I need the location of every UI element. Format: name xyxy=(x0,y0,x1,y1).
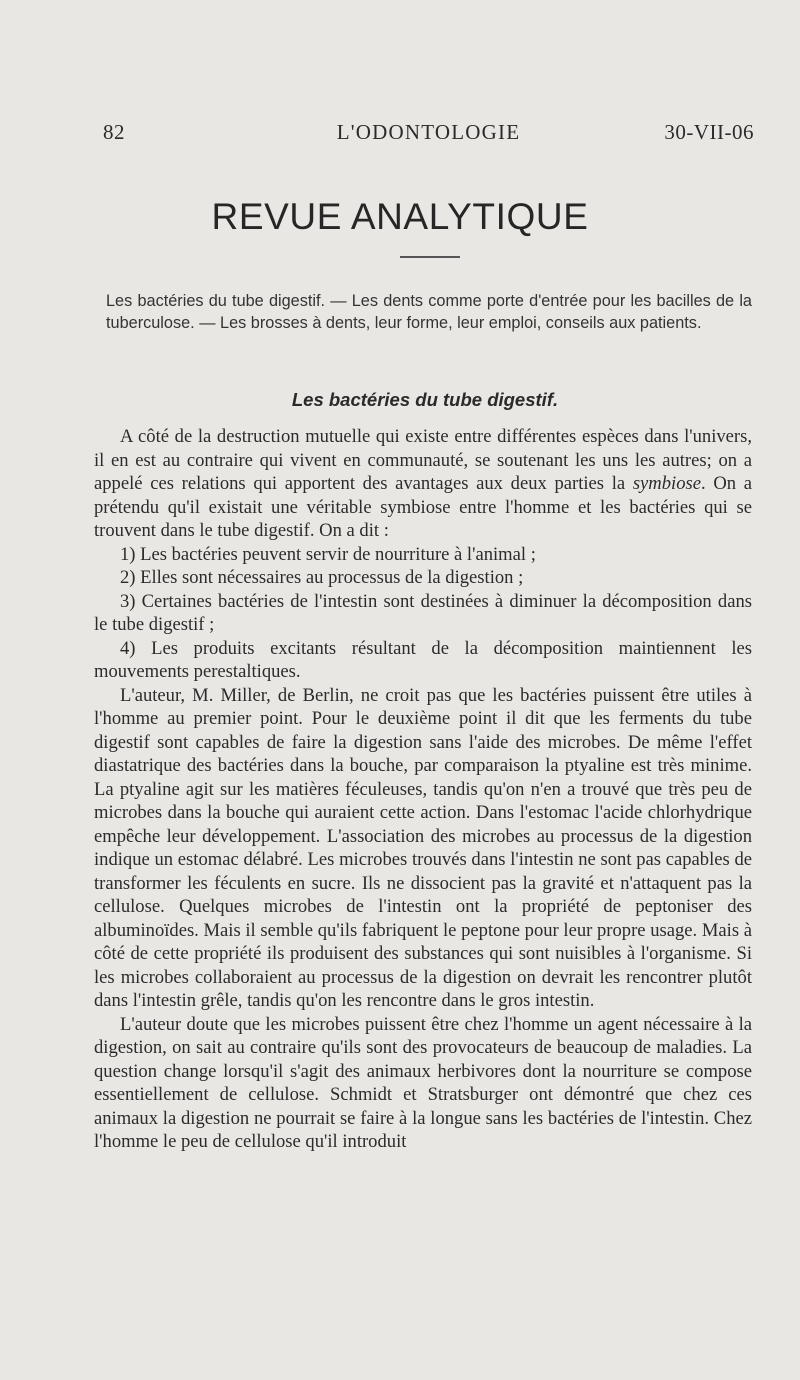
journal-title: L'ODONTOLOGIE xyxy=(336,120,521,144)
term-symbiose: symbiose xyxy=(632,473,701,494)
running-head xyxy=(103,120,754,148)
paragraph-2: L'auteur, M. Miller, de Berlin, ne croit pas que les bactéries puissent être utiles à l'homme au premier point. Pour le deuxième point il dit que les ferments du tube digestif sont capables de faire la digestion sans l'aide des microbes. De même l'effet diastatrique des bactéries dans la bouche, par comparaison la ptyaline est très minime. La ptyaline agit sur les matières féculeuses, tandis qu'on n'en a trouvé que très peu de microbes dans la bouche qui auraient cette action. Dans l'estomac l'acide chlorhydrique empêche leur développement. L'association des microbes au processus de la digestion indique un estomac délabré. Les microbes trouvés dans l'intestin ne sont pas capables de transformer les féculents en sucre. Ils ne dissocient pas la gravité et n'attaquent pas la cellulose. Quelques microbes de l'intestin ont la propriété de peptoniser des albuminoïdes. Mais il semble qu'ils fabriquent le peptone pour leur propre usage. Mais à côté de cette propriété ils produisent des substances qui sont nuisibles à l'organisme. Si les microbes collaboraient au processus de la digestion on devrait les rencontrer plutôt dans l'intestin grêle, tandis qu'on les rencontre dans le gros intestin. xyxy=(94,684,752,1011)
article-title: REVUE ANALYTIQUE xyxy=(211,196,589,237)
page-number: 82 xyxy=(103,120,125,144)
article-summary: Les bactéries du tube digestif. — Les dents comme porte d'entrée pour les bacilles de la tuberculose. — Les brosses à dents, leur forme, leur emploi, conseils aux patients. xyxy=(106,292,752,332)
article-body xyxy=(94,425,752,1154)
list-item-4: 4) Les produits excitants résultant de la décomposition maintiennent les mouvements perestaltiques. xyxy=(94,637,752,682)
list-item-2: 2) Elles sont nécessaires au processus de la digestion ; xyxy=(120,567,524,588)
paragraph-3: L'auteur doute que les microbes puissent être chez l'homme un agent nécessaire à la digestion, on sait au contraire qu'ils sont des provocateurs de beaucoup de maladies. La question change lorsqu'il s'agit des animaux herbivores dont la nourriture se compose essentiellement de cellulose. Schmidt et Stratsburger ont démontré que chez ces animaux la digestion ne pourrait se faire à la longue sans les bactéries de l'intestin. Chez l'homme le peu de cellulose qu'il introduit xyxy=(94,1013,752,1152)
paragraph-1: A côté de la destruction mutuelle qui existe entre différentes espèces dans l'univers, il en est au contraire qui vivent en communauté, se soutenant les uns les autres; on a appelé ces relations qui apportent des avantages aux deux parties la symbiose. On a prétendu qu'il existait une véritable symbiose entre l'homme et les bactéries qui se trouvent dans le tube digestif. On a dit : xyxy=(94,426,752,541)
list-item-3: 3) Certaines bactéries de l'intestin sont destinées à diminuer la décomposition dans le tube digestif ; xyxy=(94,590,752,635)
issue-date: 30-VII-06 xyxy=(664,120,754,144)
section-heading: Les bactéries du tube digestif. xyxy=(291,389,559,410)
title-divider xyxy=(400,256,460,258)
list-item-1: 1) Les bactéries peuvent servir de nourriture à l'animal ; xyxy=(120,543,536,565)
